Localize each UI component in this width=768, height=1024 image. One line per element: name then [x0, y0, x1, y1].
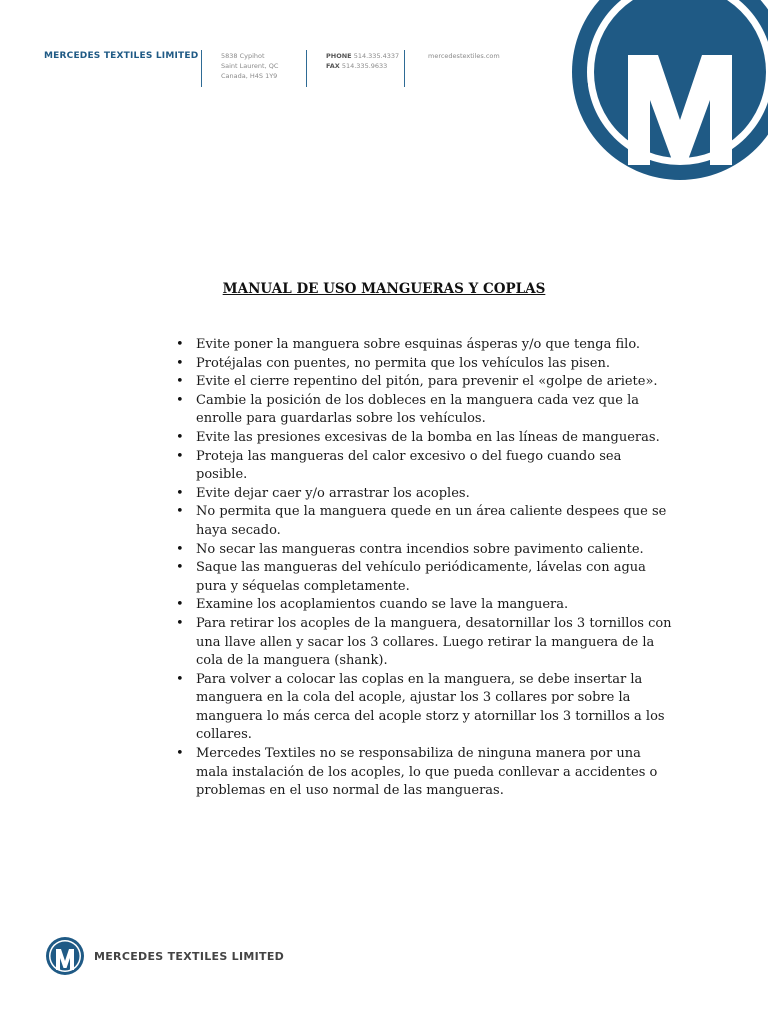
- logo-m-icon: [560, 0, 768, 200]
- document-title: MANUAL DE USO MANGUERAS Y COPLAS: [222, 281, 546, 297]
- list-item: • Examine los acoplamientos cuando se lave la manguera.: [176, 596, 676, 615]
- phone-label: PHONE: [326, 52, 352, 60]
- list-item: • No permita que la manguera quede en un área caliente despees que se haya secado.: [176, 503, 676, 540]
- list-item: • Evite el cierre repentino del pitón, para prevenir el «golpe de ariete».: [176, 373, 676, 392]
- header-address: [221, 51, 278, 81]
- phone-number: 514.335.4337: [353, 52, 400, 60]
- list-item: • Para retirar los acoples de la manguera, desatornillar los 3 tornillos con una llave allen y sacar los 3 collares. Luego retirar la manguera de la cola de la manguera (shank).: [176, 615, 676, 671]
- header-company-name: MERCEDES TEXTILES LIMITED: [44, 51, 199, 61]
- list-item: • No secar las mangueras contra incendios sobre pavimento caliente.: [176, 541, 676, 560]
- header-contact: [326, 51, 399, 71]
- list-item: • Saque las mangueras del vehículo periódicamente, lávelas con agua pura y séquelas completamente.: [176, 559, 676, 596]
- footer: [45, 934, 284, 978]
- address-line: Saint Laurent, QC: [221, 62, 279, 70]
- list-item: • Protéjalas con puentes, no permita que los vehículos las pisen.: [176, 355, 676, 374]
- company-logo-large: [560, 0, 768, 204]
- footer-company-name: MERCEDES TEXTILES LIMITED: [94, 949, 285, 963]
- header-divider: [404, 50, 405, 87]
- instruction-list: [176, 336, 676, 801]
- address-line: 5838 Cypihot: [221, 52, 265, 60]
- list-item: • Evite las presiones excesivas de la bomba en las líneas de mangueras.: [176, 429, 676, 448]
- list-item: • Proteja las mangueras del calor excesivo o del fuego cuando sea posible.: [176, 448, 676, 485]
- list-item: • Mercedes Textiles no se responsabiliza de ninguna manera por una mala instalación de los acoples, lo que pueda conllevar a accidentes o problemas en el uso normal de las mangueras.: [176, 745, 676, 801]
- list-item: • Evite dejar caer y/o arrastrar los acoples.: [176, 485, 676, 504]
- fax-label: FAX: [326, 62, 340, 70]
- footer-logo-icon: [45, 934, 85, 978]
- fax-number: 514.335.9633: [341, 62, 388, 70]
- list-item: • Cambie la posición de los dobleces en la manguera cada vez que la enrolle para guardarlas sobre los vehículos.: [176, 392, 676, 429]
- header-divider: [201, 50, 202, 87]
- list-item: • Evite poner la manguera sobre esquinas ásperas y/o que tenga filo.: [176, 336, 676, 355]
- header-website: mercedestextiles.com: [428, 52, 500, 60]
- address-line: Canada, H4S 1Y9: [221, 72, 278, 80]
- header-divider: [306, 50, 307, 87]
- list-item: • Para volver a colocar las coplas en la manguera, se debe insertar la manguera en la cola del acople, ajustar los 3 collares por sobre la manguera lo más cerca del acople storz y atornillar los 3 tornillos a los collares.: [176, 671, 676, 745]
